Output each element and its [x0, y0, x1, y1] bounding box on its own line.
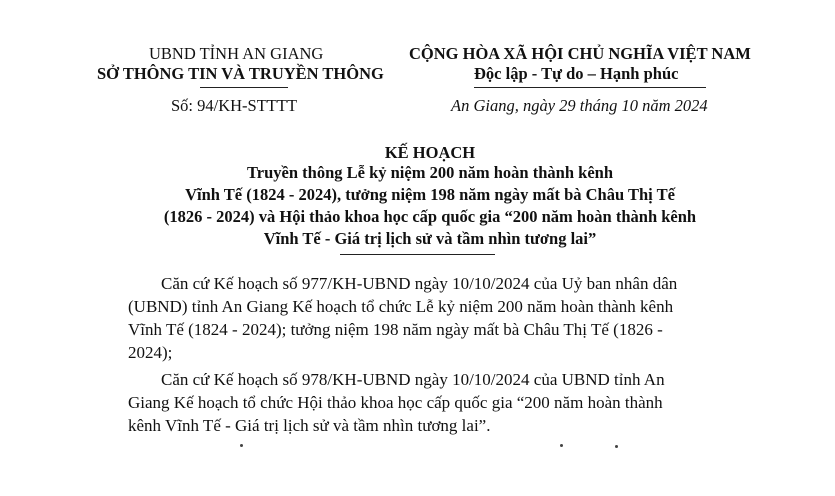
agency-name: UBND TỈNH AN GIANG	[149, 44, 324, 63]
scan-mark	[560, 444, 563, 447]
paragraph-1-line-4: 2024);	[128, 343, 173, 362]
title-line-3: (1826 - 2024) và Hội thảo khoa học cấp quốc gia “200 năm hoàn thành kênh	[163, 207, 697, 226]
paragraph-2-line-3: kênh Vĩnh Tế - Giá trị lịch sử và tầm nhìn tương lai”.	[128, 416, 491, 435]
scan-mark	[615, 445, 618, 448]
motto-underline	[474, 87, 706, 88]
department-name: SỞ THÔNG TIN VÀ TRUYỀN THÔNG	[97, 64, 384, 83]
paragraph-2-line-1: Căn cứ Kế hoạch số 978/KH-UBND ngày 10/10/2024 của UBND tỉnh An	[161, 370, 665, 389]
title-line-2: Vĩnh Tế (1824 - 2024), tưởng niệm 198 năm ngày mất bà Châu Thị Tế	[185, 185, 675, 204]
country-name: CỘNG HÒA XÃ HỘI CHỦ NGHĨA VIỆT NAM	[409, 44, 751, 63]
document-type: KẾ HOẠCH	[384, 143, 476, 162]
place-and-date: An Giang, ngày 29 tháng 10 năm 2024	[451, 96, 708, 115]
scan-mark	[240, 444, 243, 447]
paragraph-1-line-1: Căn cứ Kế hoạch số 977/KH-UBND ngày 10/10/2024 của Uỷ ban nhân dân	[161, 274, 678, 293]
title-line-1: Truyền thông Lễ kỷ niệm 200 năm hoàn thành kênh	[247, 163, 613, 182]
title-underline	[340, 254, 495, 255]
paragraph-1-line-2: (UBND) tỉnh An Giang Kế hoạch tổ chức Lễ kỷ niệm 200 năm hoàn thành kênh	[128, 297, 674, 316]
department-underline	[200, 87, 288, 88]
paragraph-1-line-3: Vĩnh Tế (1824 - 2024); tưởng niệm 198 năm ngày mất bà Châu Thị Tế (1826 -	[128, 320, 663, 339]
document-number: Số: 94/KH-STTTT	[171, 96, 298, 115]
title-line-4: Vĩnh Tế - Giá trị lịch sử và tầm nhìn tương lai”	[263, 229, 597, 248]
national-motto: Độc lập - Tự do – Hạnh phúc	[474, 64, 679, 83]
paragraph-2-line-2: Giang Kế hoạch tổ chức Hội thảo khoa học cấp quốc gia “200 năm hoàn thành	[128, 393, 663, 412]
